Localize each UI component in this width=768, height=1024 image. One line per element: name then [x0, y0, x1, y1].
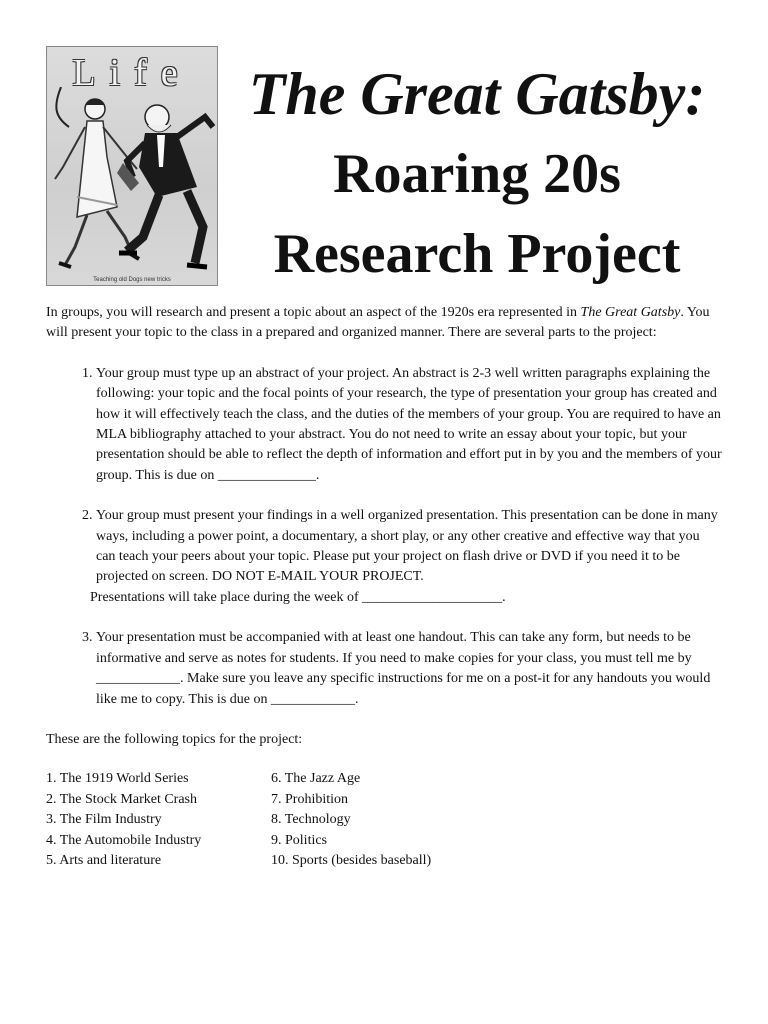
intro-paragraph: [46, 303, 722, 344]
cover-magazine-title: Life: [72, 52, 192, 94]
requirement-item-handout: [96, 628, 722, 710]
title-line-book: The Great Gatsby:: [248, 61, 706, 127]
requirement-text: Your presentation must be accompanied with at least one handout. This can take any form, but needs to be informative and serve as notes for students. If you need to make copies for your class, you must tell me by ____________. Make sure you leave any specific instructions for me on a post-it for any handouts you would like me to copy. This is due on ____________.: [96, 630, 711, 707]
assignment-body: [46, 303, 722, 871]
requirement-item-abstract: [96, 364, 722, 486]
topic-item: 10. Sports (besides baseball): [271, 852, 432, 868]
cover-caption: Teaching old Dogs new tricks: [93, 277, 171, 283]
dancing-couple-illustration: [47, 87, 217, 277]
requirement-text: Your group must present your findings in a well organized presentation. This presentation can be done in many ways, including a power point, a documentary, a short play, or any other creative and effective way that you can teach your peers about your topic. Please put your project on flash drive or DVD if you need it to be projected on screen. DO NOT E-MAIL YOUR PROJECT.: [96, 508, 718, 585]
topics-heading: These are the following topics for the project:: [46, 731, 303, 747]
page-title: [232, 54, 722, 294]
requirement-item-presentation: [90, 506, 722, 608]
intro-text-before: In groups, you will research and present a topic about an aspect of the 1920s era represented in: [46, 305, 581, 320]
topic-item: 1. The 1919 World Series: [46, 771, 189, 787]
title-line-subject: Roaring 20s: [333, 143, 621, 205]
requirement-text: Your group must type up an abstract of your project. An abstract is 2-3 well written paragraphs explaining the following: your topic and the focal points of your research, the type of presentation your group has created and how it will effectively teach the class, and the duties of the members of your group. You are required to have an MLA bibliography attached to your abstract. You do not need to write an essay about your topic, but your presentation should be able to reflect the depth of information and effort put in by you and the members of your group. This is due on ______________.: [96, 365, 722, 483]
presentation-week-note: Presentations will take place during the week of ____________________.: [90, 589, 506, 605]
topic-item: 6. The Jazz Age: [271, 771, 361, 787]
life-magazine-cover-image: [46, 46, 218, 286]
topic-item: 3. The Film Industry: [46, 812, 162, 828]
topic-item: 9. Politics: [271, 832, 328, 848]
intro-text-after: . You will present your topic to the class in a prepared and organized manner. There are several parts to the project:: [46, 305, 710, 341]
topic-item: 8. Technology: [271, 812, 351, 828]
title-line-project: Research Project: [273, 223, 681, 285]
requirements-list: [46, 364, 722, 710]
topic-item: 4. The Automobile Industry: [46, 832, 202, 848]
topic-item: 2. The Stock Market Crash: [46, 791, 197, 807]
topic-item: 7. Prohibition: [271, 791, 349, 807]
topic-item: 5. Arts and literature: [46, 852, 162, 868]
topics-list: [46, 769, 722, 871]
intro-book-title: The Great Gatsby: [580, 305, 681, 320]
